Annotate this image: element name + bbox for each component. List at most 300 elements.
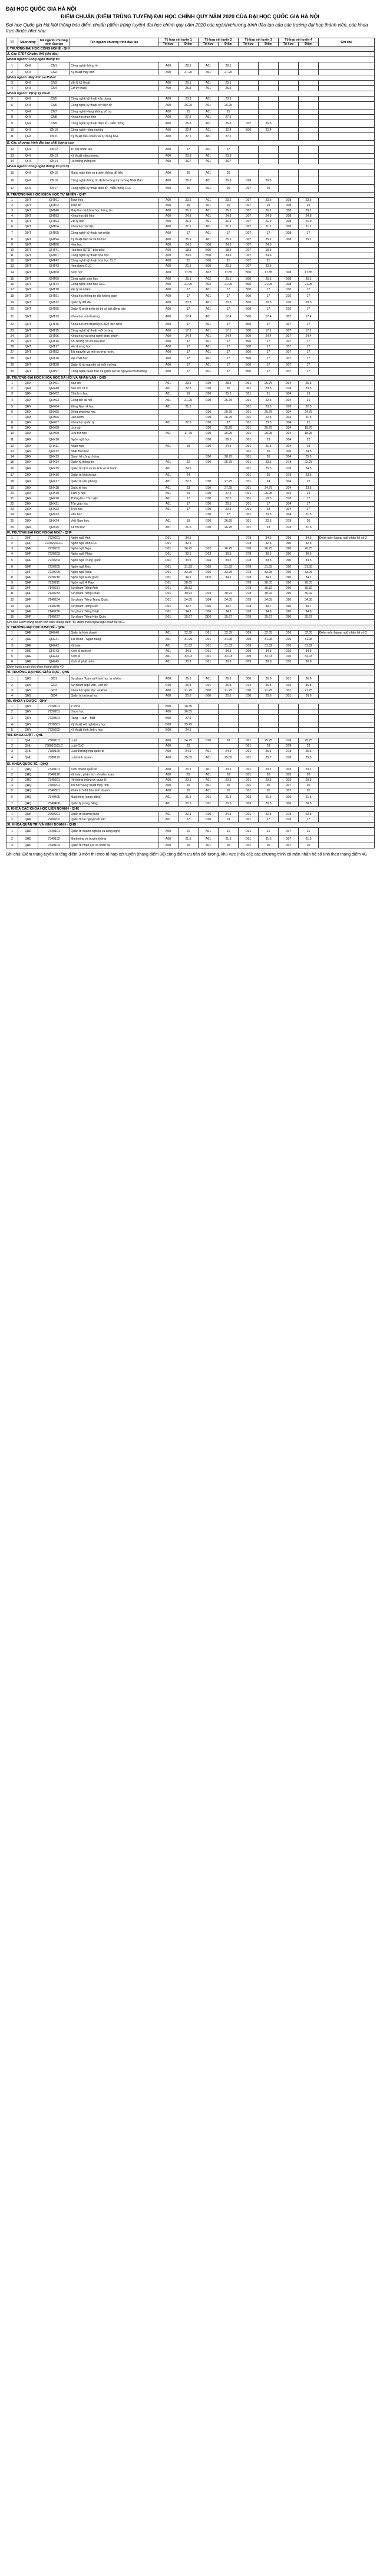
table-row (6, 525, 375, 531)
table-cell: 17 (179, 350, 199, 355)
table-cell: A01 (199, 86, 219, 91)
table-cell: QHT (18, 248, 38, 253)
table-cell: QHX14 (38, 460, 70, 465)
table-cell: D07 (239, 237, 259, 243)
table-cell: D78 (279, 749, 299, 754)
table-cell (319, 436, 375, 444)
table-cell: A00 (158, 224, 179, 230)
table-cell: D01 (199, 794, 219, 801)
table-cell: D90 (279, 565, 299, 570)
table-cell (319, 609, 375, 615)
table-cell (319, 754, 375, 762)
table-cell: D07 (239, 258, 259, 264)
table-row (6, 154, 375, 159)
table-cell (158, 436, 179, 444)
table-cell: 31.95 (259, 636, 279, 644)
table-cell (319, 306, 375, 313)
table-cell: D01 (199, 644, 219, 649)
table-row (6, 812, 375, 817)
table-cell (299, 185, 319, 193)
table-cell: QHT12 (38, 300, 70, 306)
table-cell: 7340101 (38, 828, 70, 836)
table-cell (299, 704, 319, 710)
table-cell: 26.6 (219, 120, 239, 128)
table-cell: D90 (279, 591, 299, 596)
table-cell: Quản lý đất đai (70, 300, 158, 306)
table-cell: Địa chất học (70, 355, 158, 363)
table-cell: 30.5 (299, 552, 319, 557)
table-row (6, 81, 375, 86)
table-cell: Văn học (70, 512, 158, 518)
table-cell: 25 (259, 203, 279, 208)
table-cell: D07 (239, 185, 259, 193)
table-cell: A00 (158, 159, 179, 164)
table-cell: D01 (239, 410, 259, 415)
table-row (6, 392, 375, 397)
table-row (6, 368, 375, 376)
table-row (6, 436, 375, 444)
table-cell: 26.75 (219, 415, 239, 420)
table-cell: QHX16 (38, 473, 70, 478)
table-cell: QHE42 (38, 644, 70, 649)
table-cell: 34.5 (299, 649, 319, 654)
table-cell: QHT (18, 237, 38, 243)
table-cell: 25.5 (299, 749, 319, 754)
table-cell: Luật kinh doanh (70, 754, 158, 762)
table-cell: 17 (259, 817, 279, 823)
table-cell: D07 (239, 243, 259, 248)
table-cell: D04 (279, 420, 299, 426)
table-cell (239, 722, 259, 728)
table-cell: QHT (18, 269, 38, 277)
table-cell: Răng - Hàm - Mặt (70, 715, 158, 722)
table-cell: 23.5 (259, 460, 279, 465)
table-cell: QHT (18, 203, 38, 208)
table-cell: 24.6 (219, 253, 239, 258)
table-cell: A01 (158, 507, 179, 512)
table-cell: 17.85 (179, 269, 199, 277)
table-cell: D01 (279, 694, 299, 699)
table-cell (319, 502, 375, 507)
table-cell: CN3 (38, 81, 70, 86)
table-cell: A01 (199, 237, 219, 243)
table-cell (219, 581, 239, 586)
table-cell: QHI (18, 115, 38, 120)
table-cell: 21.5 (179, 525, 199, 531)
table-cell: 8 (6, 115, 18, 120)
table-cell: 31.55 (259, 565, 279, 570)
table-cell: QHQ (18, 778, 38, 783)
table-cell: D01 (239, 778, 259, 783)
col-score: Điểm (299, 42, 319, 47)
table-cell: D78 (279, 812, 299, 817)
table-cell: 34.5 (179, 649, 199, 654)
table-cell: A00 (158, 329, 179, 334)
table-cell: A00 (158, 694, 179, 699)
table-cell: 23 (179, 486, 199, 491)
table-cell: A01 (158, 649, 179, 654)
table-cell: 26.5 (219, 436, 239, 444)
table-cell: A01 (199, 208, 219, 214)
table-cell: 3 (6, 843, 18, 848)
table-cell: D04 (279, 431, 299, 436)
section-title: IV. TRƯỜNG ĐẠI HỌC NGOẠI NGỮ - QHF (6, 531, 375, 536)
table-cell: 17 (259, 368, 279, 376)
table-cell: QHT43 (38, 264, 70, 269)
table-cell: Khoa học và công nghệ thực phẩm (70, 334, 158, 339)
table-cell: 7 (6, 110, 18, 115)
table-cell: Quản trị tài nguyên di sản (70, 817, 158, 823)
table-cell (319, 744, 375, 749)
table-cell: 7340102 (38, 836, 70, 843)
table-cell: 32.35 (299, 631, 319, 636)
table-cell (299, 170, 319, 177)
table-cell: B00 (239, 282, 259, 287)
table-cell: A01 (199, 102, 219, 110)
table-cell: 23.5 (259, 512, 279, 518)
table-cell: 25 (6, 339, 18, 344)
table-cell: QHT44 (38, 282, 70, 287)
table-cell: Dược học (70, 710, 158, 715)
table-cell: Quản trị doanh nghiệp và công nghệ (70, 828, 158, 836)
table-cell: A01 (199, 120, 219, 128)
table-row (6, 575, 375, 581)
table-cell: Mạng máy tính và truyền thông dữ liệu (70, 170, 158, 177)
table-row (6, 694, 375, 699)
table-cell: 6 (6, 102, 18, 110)
table-cell: D01 (158, 570, 179, 575)
table-row (6, 631, 375, 636)
table-cell: CN4 (38, 86, 70, 91)
table-row (6, 146, 375, 154)
table-cell: Kế toán, phân tích và kiểm toán (70, 773, 158, 778)
table-cell: 35.82 (179, 586, 199, 591)
table-cell: A00 (158, 203, 179, 208)
table-row (6, 836, 375, 843)
table-cell (239, 728, 259, 733)
table-cell: B00 (239, 269, 259, 277)
table-cell: 17 (259, 339, 279, 344)
table-cell: 26.25 (179, 102, 199, 110)
table-cell: D07 (239, 264, 259, 269)
table-cell: Quản trị khách sạn (70, 473, 158, 478)
table-cell (219, 710, 239, 715)
table-row (6, 198, 375, 203)
table-cell: D78 (239, 570, 259, 575)
table-cell: A00 (158, 368, 179, 376)
table-cell: C00 (199, 397, 219, 405)
table-cell: D08 (279, 230, 299, 237)
table-cell: B00 (199, 248, 219, 253)
table-cell: QHT (18, 219, 38, 224)
table-cell: QHX (18, 420, 38, 426)
table-cell: 34.5 (259, 536, 279, 541)
table-cell: 21.25 (179, 688, 199, 694)
table-cell: 21.1 (299, 224, 319, 230)
table-cell: 24 (6, 512, 18, 518)
group-header-row (6, 52, 375, 57)
col-score: Điểm (219, 42, 239, 47)
table-cell: 17 (259, 306, 279, 313)
table-cell: 12 (6, 146, 18, 154)
table-cell: 7340406 (38, 801, 70, 807)
table-cell: A00 (158, 154, 179, 159)
table-cell (319, 783, 375, 788)
table-cell: D14 (239, 683, 259, 688)
table-cell: 31.95 (179, 636, 199, 644)
table-cell (219, 465, 239, 473)
table-cell: Quản trị kinh doanh (70, 631, 158, 636)
table-cell: D01 (199, 649, 219, 654)
table-cell: A00 (158, 264, 179, 269)
table-cell: A01 (158, 636, 179, 644)
table-cell: 20 (219, 783, 239, 788)
table-cell: 21.05 (299, 282, 319, 287)
table-cell: A00 (158, 97, 179, 102)
table-cell: 10 (6, 248, 18, 253)
table-cell: D04 (279, 512, 299, 518)
table-cell (179, 410, 199, 415)
table-cell: 25 (259, 185, 279, 193)
table-cell: 11 (6, 133, 18, 141)
table-cell: D01 (239, 525, 259, 531)
table-row (6, 405, 375, 410)
table-cell: QHS (18, 675, 38, 683)
table-cell (279, 146, 299, 154)
table-cell: D06 (279, 794, 299, 801)
table-cell (279, 185, 299, 193)
table-cell: Quản lý thông tin (70, 460, 158, 465)
table-cell: 17 (179, 344, 199, 350)
table-cell: CN15 (38, 170, 70, 177)
table-cell (319, 128, 375, 133)
table-cell: 20 (299, 783, 319, 788)
table-row (6, 282, 375, 287)
table-cell: QHX40 (38, 386, 70, 392)
table-cell (319, 473, 375, 478)
table-cell (219, 744, 239, 749)
table-cell: 1 (6, 738, 18, 744)
table-cell: D78 (239, 604, 259, 609)
table-cell: 23 (6, 507, 18, 512)
table-cell (319, 836, 375, 843)
table-cell: A00 (158, 350, 179, 355)
table-cell: D10 (279, 644, 299, 649)
table-cell: QHX (18, 381, 38, 386)
table-cell: D07 (279, 321, 299, 329)
table-cell: 24.4 (219, 334, 239, 339)
table-cell: 4 (6, 754, 18, 762)
table-cell: 18.5 (259, 496, 279, 502)
table-cell: 26.6 (179, 675, 199, 683)
table-row (6, 102, 375, 110)
table-cell: D78 (239, 591, 259, 596)
table-cell: QHT16 (38, 339, 70, 344)
table-row (6, 355, 375, 363)
table-cell: QHX12 (38, 449, 70, 455)
table-row (6, 552, 375, 557)
table-cell (299, 248, 319, 253)
table-cell: D10 (279, 293, 299, 300)
table-cell (299, 154, 319, 159)
table-cell: 26.6 (219, 675, 239, 683)
table-row (6, 300, 375, 306)
table-cell: B00 (239, 313, 259, 321)
table-cell: A02 (199, 277, 219, 282)
table-cell: A01 (199, 363, 219, 368)
table-cell: A01 (158, 518, 179, 525)
table-cell (299, 710, 319, 715)
table-cell: D78 (279, 386, 299, 392)
table-cell: 24.75 (259, 486, 279, 491)
table-cell: 26.6 (179, 177, 199, 185)
group-header-row (6, 141, 375, 146)
table-cell: D04 (279, 507, 299, 512)
table-cell: D07 (279, 334, 299, 339)
table-cell: 17.85 (299, 269, 319, 277)
table-cell: 21.25 (259, 688, 279, 694)
table-cell: B00 (199, 253, 219, 258)
table-row (6, 334, 375, 339)
table-cell: QHD (18, 828, 38, 836)
table-cell (299, 86, 319, 91)
table-cell: Kỹ thuật máy tính (70, 70, 158, 75)
table-cell: QHX06 (38, 415, 70, 420)
table-cell: A01 (158, 525, 179, 531)
table-cell: 17 (259, 355, 279, 363)
table-cell: D78 (279, 525, 299, 531)
table-cell: 21.5 (299, 512, 319, 518)
table-row (6, 591, 375, 596)
table-cell: 18.5 (259, 248, 279, 253)
table-cell (219, 536, 239, 541)
table-cell: D01 (239, 426, 259, 431)
table-cell: A00 (158, 675, 179, 683)
table-cell: Quản trị nhân lực và nhân tài (70, 843, 158, 848)
table-cell: 3 (6, 778, 18, 783)
table-cell: A01 (199, 767, 219, 773)
table-cell (239, 110, 259, 115)
table-cell: 13 (6, 154, 18, 159)
table-cell: B00 (239, 287, 259, 293)
table-cell: C00 (199, 525, 219, 531)
table-cell: 20.3 (219, 300, 239, 306)
table-cell: Sư phạm Tiếng Nhật (70, 609, 158, 615)
table-cell (158, 455, 179, 460)
table-cell: QHT20 (38, 363, 70, 368)
table-cell: A00 (158, 344, 179, 350)
table-cell: D01 (239, 397, 259, 405)
table-cell: A01 (199, 344, 219, 350)
table-cell (179, 449, 199, 455)
table-cell: 14 (6, 609, 18, 615)
table-cell: B00 (239, 300, 259, 306)
table-cell: 17 (219, 306, 239, 313)
table-cell: QHT09 (38, 277, 70, 282)
table-cell (319, 636, 375, 644)
table-cell: 17 (299, 355, 319, 363)
table-cell: 26.7 (219, 159, 239, 164)
table-cell: 24.6 (179, 253, 199, 258)
table-cell: D78 (279, 817, 299, 823)
table-cell: CN12 (38, 146, 70, 154)
table-cell: A01 (199, 230, 219, 237)
table-cell: 20.5 (179, 778, 199, 783)
table-cell: D01 (239, 478, 259, 486)
table-cell: 8 (6, 575, 18, 581)
table-cell: D07 (279, 344, 299, 350)
table-cell: 34.8 (259, 609, 279, 615)
table-cell: C00 (199, 420, 219, 426)
table-cell: 33.5 (259, 557, 279, 565)
table-cell: D78 (239, 596, 259, 604)
table-cell: 20 (179, 783, 199, 788)
table-cell: Luật CLC (70, 744, 158, 749)
table-row (6, 565, 375, 570)
table-cell: D01 (199, 683, 219, 688)
table-cell: 22.5 (219, 507, 239, 512)
table-row (6, 381, 375, 386)
table-cell: 23 (259, 744, 279, 749)
table-cell: QHL (18, 749, 38, 754)
table-cell: 26.6 (259, 120, 279, 128)
table-cell: 22 (179, 744, 199, 749)
table-cell: QHT (18, 313, 38, 321)
table-cell: QHT08 (38, 269, 70, 277)
table-cell: QHF (18, 546, 38, 552)
table-cell: A01 (158, 644, 179, 649)
table-cell: Kỹ thuật hình ảnh y học (70, 728, 158, 733)
table-cell: 5 (6, 405, 18, 410)
table-cell: Ngôn ngữ Ả Rập (70, 581, 158, 586)
table-cell: A01 (199, 778, 219, 783)
table-cell: 27 (219, 146, 239, 154)
table-row (6, 420, 375, 426)
table-cell: QHT95 (38, 306, 70, 313)
table-row (6, 269, 375, 277)
table-cell (239, 70, 259, 75)
table-cell: 21.5 (219, 836, 239, 843)
table-cell: A00 (158, 102, 179, 110)
table-cell: QHI (18, 102, 38, 110)
table-cell: 24 (299, 491, 319, 496)
table-cell: 17 (299, 363, 319, 368)
table-cell: 17 (179, 321, 199, 329)
table-cell: 26.8 (299, 683, 319, 688)
table-cell: QHX09 (38, 431, 70, 436)
table-cell (319, 133, 375, 141)
table-cell: 7480201 (38, 783, 70, 788)
table-cell (319, 355, 375, 363)
table-cell: 5 (6, 654, 18, 659)
table-cell: A01 (158, 502, 179, 507)
table-cell: 15 (6, 170, 18, 177)
table-cell: Khoa học quản lý (70, 420, 158, 426)
table-cell: Ngôn ngữ Hàn Quốc (70, 575, 158, 581)
table-cell: 20 (219, 843, 239, 848)
table-cell: 3 (6, 208, 18, 214)
table-cell: 20 (259, 788, 279, 794)
table-cell: Điểm môn Ngoại ngữ nhân hệ số 2 (319, 536, 375, 541)
table-cell: 17 (179, 363, 199, 368)
table-cell: Khí tượng và khí hậu học (70, 339, 158, 344)
table-cell: D01 (158, 581, 179, 586)
table-cell: Quản lý phát triển đô thị và bất động sản (70, 306, 158, 313)
table-row (6, 754, 375, 762)
table-cell: DD2 (199, 575, 219, 581)
table-cell: 26 (219, 386, 239, 392)
table-cell: QHT (18, 363, 38, 368)
